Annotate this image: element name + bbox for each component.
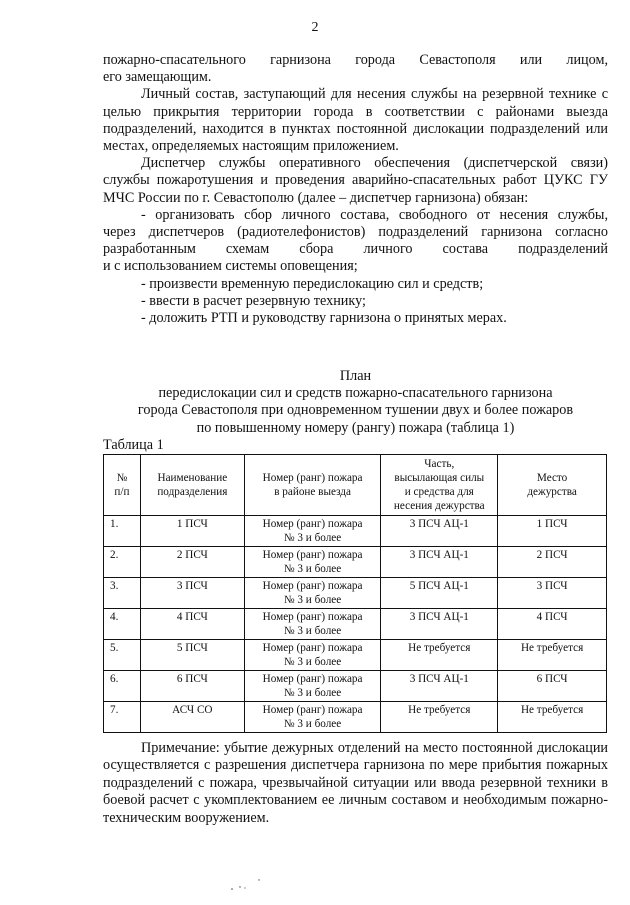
cell-unit: 1 ПСЧ — [140, 516, 244, 547]
table-row — [104, 609, 607, 640]
cell-unit: 5 ПСЧ — [140, 640, 244, 671]
cell-unit: АСЧ СО — [140, 702, 244, 733]
table-row — [104, 578, 607, 609]
paragraph-reserve-personnel: Личный состав, заступающий для несения службы на резервной технике с целью прикрытия территории города в соответствии с районами выезда подразделений, находится в пунктах постоянной дислокации подразделений или местах, определяемых настоящим приложением. — [103, 86, 608, 155]
cell-rank: Номер (ранг) пожара № 3 и более — [244, 547, 381, 578]
page-number: 2 — [311, 20, 319, 35]
relocation-table — [103, 454, 607, 733]
list-item: - организовать сбор личного состава, свободного от несения службы, — [141, 206, 608, 223]
header-rank: Номер (ранг) пожара в районе выезда — [244, 455, 381, 516]
cell-unit: 6 ПСЧ — [140, 671, 244, 702]
plan-subtitle-line: по повышенному номеру (рангу) пожара (таблица 1) — [196, 419, 515, 436]
cell-number: 7. — [104, 702, 141, 733]
cell-part: 5 ПСЧ АЦ-1 — [381, 578, 498, 609]
list-item-cont: и с использованием системы оповещения; — [103, 258, 358, 275]
body-text — [103, 52, 608, 327]
cell-part: Не требуется — [381, 702, 498, 733]
cell-number: 4. — [104, 609, 141, 640]
cell-rank: Номер (ранг) пожара № 3 и более — [244, 702, 381, 733]
plan-subtitle-line: передислокации сил и средств пожарно-спасательного гарнизона — [158, 385, 553, 402]
cell-part: 3 ПСЧ АЦ-1 — [381, 609, 498, 640]
paragraph-line: пожарно-спасательного гарнизона города Севастополя или лицом, — [103, 52, 608, 68]
cell-place: 3 ПСЧ — [498, 578, 607, 609]
cell-part: 3 ПСЧ АЦ-1 — [381, 671, 498, 702]
paragraph-line: его замещающим. — [103, 69, 212, 86]
cell-place: 4 ПСЧ — [498, 609, 607, 640]
note-text: Примечание: убытие дежурных отделений на место постоянной дислокации осуществляется с разрешения диспетчера гарнизона по мере прибытия пожарных подразделений с пожара, чрезвычайной ситуации или ввода резервной техники в боевой расчет с укомплектованием ее личным составом и необходимым пожарно-техническим вооружением. — [103, 740, 608, 826]
paragraph-dispatcher-duties: Диспетчер службы оперативного обеспечения (диспетчерской связи) службы пожаротушения и проведения аварийно-спасательных работ ЦУКС ГУ МЧС России по г. Севастополю (далее – диспетчер гарнизона) обязан: — [103, 155, 608, 206]
cell-unit: 3 ПСЧ — [140, 578, 244, 609]
cell-part: 3 ПСЧ АЦ-1 — [381, 547, 498, 578]
cell-place: 2 ПСЧ — [498, 547, 607, 578]
header-sending-part: Часть, высылающая силы и средства для несения дежурства — [381, 455, 498, 516]
table-row — [104, 702, 607, 733]
cell-rank: Номер (ранг) пожара № 3 и более — [244, 578, 381, 609]
cell-unit: 4 ПСЧ — [140, 609, 244, 640]
list-item-cont: через диспетчеров (радиотелефонистов) подразделений гарнизона согласно — [103, 224, 608, 241]
cell-place: 6 ПСЧ — [498, 671, 607, 702]
cell-part: 3 ПСЧ АЦ-1 — [381, 516, 498, 547]
header-duty-place: Место дежурства — [498, 455, 607, 516]
cell-unit: 2 ПСЧ — [140, 547, 244, 578]
cell-place: Не требуется — [498, 702, 607, 733]
table-caption: Таблица 1 — [103, 437, 164, 453]
cell-part: Не требуется — [381, 640, 498, 671]
scan-specks — [228, 878, 268, 892]
list-item-cont: разработанным схемам сбора личного состава подразделений — [103, 241, 608, 258]
header-unit: Наименование подразделения — [140, 455, 244, 516]
plan-heading — [103, 368, 608, 437]
cell-rank: Номер (ранг) пожара № 3 и более — [244, 609, 381, 640]
table-row — [104, 671, 607, 702]
table-row — [104, 547, 607, 578]
cell-rank: Номер (ранг) пожара № 3 и более — [244, 640, 381, 671]
cell-place: Не требуется — [498, 640, 607, 671]
table-row — [104, 640, 607, 671]
list-item: - доложить РТП и руководству гарнизона о принятых мерах. — [141, 310, 507, 327]
plan-subtitle-line: города Севастополя при одновременном тушении двух и более пожаров — [137, 402, 574, 419]
cell-number: 5. — [104, 640, 141, 671]
cell-number: 3. — [104, 578, 141, 609]
note — [103, 740, 608, 827]
cell-place: 1 ПСЧ — [498, 516, 607, 547]
plan-title: План — [339, 368, 372, 384]
header-number: № п/п — [104, 455, 141, 516]
table-row — [104, 516, 607, 547]
table-header-row — [104, 455, 607, 516]
cell-rank: Номер (ранг) пожара № 3 и более — [244, 516, 381, 547]
cell-number: 1. — [104, 516, 141, 547]
list-item: - ввести в расчет резервную технику; — [141, 292, 366, 309]
cell-number: 6. — [104, 671, 141, 702]
cell-rank: Номер (ранг) пожара № 3 и более — [244, 671, 381, 702]
list-item: - произвести временную передислокацию сил и средств; — [141, 275, 484, 292]
cell-number: 2. — [104, 547, 141, 578]
